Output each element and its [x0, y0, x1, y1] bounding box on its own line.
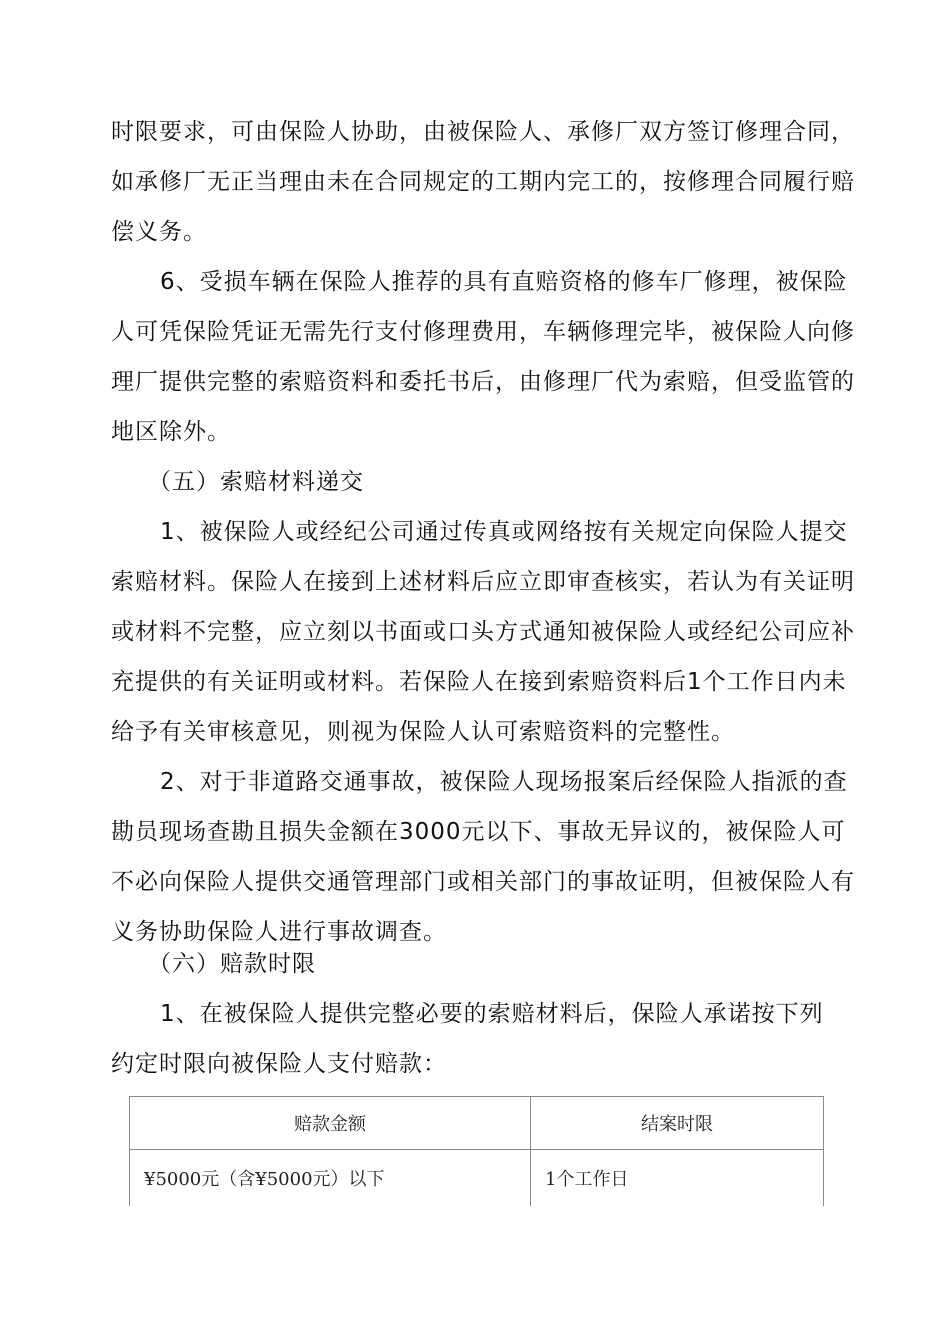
table-cell-amount: ¥5000元（含¥5000元）以下	[130, 1150, 531, 1207]
paragraph-line: 义务协助保险人进行事故调查。	[111, 919, 447, 945]
paragraph-line: 6、受损车辆在保险人推荐的具有直赔资格的修车厂修理，被保险	[160, 269, 848, 295]
column-header-deadline: 结案时限	[531, 1097, 824, 1150]
paragraph-line: 不必向保险人提供交通管理部门或相关部门的事故证明，但被保险人有	[111, 869, 855, 895]
paragraph-line: 约定时限向被保险人支付赔款：	[111, 1051, 447, 1077]
paragraph-line: 1、在被保险人提供完整必要的索赔材料后，保险人承诺按下列	[160, 1001, 824, 1027]
paragraph-line: 2、对于非道路交通事故，被保险人现场报案后经保险人指派的查	[160, 769, 848, 795]
column-header-amount: 赔款金额	[130, 1097, 531, 1150]
paragraph-line: 时限要求，可由保险人协助，由被保险人、承修厂双方签订修理合同，	[111, 119, 855, 145]
table-row	[130, 1150, 824, 1207]
paragraph-line: 偿义务。	[111, 219, 207, 245]
section-heading: （五）索赔材料递交	[148, 469, 364, 495]
paragraph-line: 1、被保险人或经纪公司通过传真或网络按有关规定向保险人提交	[160, 519, 848, 545]
paragraph-line: 索赔材料。保险人在接到上述材料后应立即审查核实，若认为有关证明	[111, 569, 855, 595]
claim-timeline-table	[129, 1096, 824, 1206]
section-heading: （六）赔款时限	[148, 951, 316, 977]
paragraph-line: 人可凭保险凭证无需先行支付修理费用，车辆修理完毕，被保险人向修	[111, 319, 855, 345]
paragraph-line: 充提供的有关证明或材料。若保险人在接到索赔资料后1个工作日内未	[111, 669, 847, 695]
paragraph-line: 如承修厂无正当理由未在合同规定的工期内完工的，按修理合同履行赔	[111, 169, 855, 195]
paragraph-line: 勘员现场查勘且损失金额在3000元以下、事故无异议的，被保险人可	[111, 819, 846, 845]
paragraph-line: 给予有关审核意见，则视为保险人认可索赔资料的完整性。	[111, 719, 735, 745]
table-header-row	[130, 1097, 824, 1150]
paragraph-line: 或材料不完整，应立刻以书面或口头方式通知被保险人或经纪公司应补	[111, 619, 855, 645]
paragraph-line: 理厂提供完整的索赔资料和委托书后，由修理厂代为索赔，但受监管的	[111, 369, 855, 395]
paragraph-line: 地区除外。	[111, 419, 231, 445]
table-cell-deadline: 1个工作日	[531, 1150, 824, 1207]
